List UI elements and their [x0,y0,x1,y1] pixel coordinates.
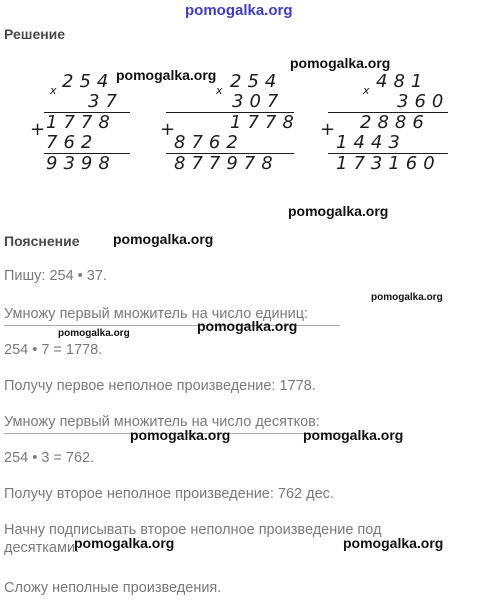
operand-2: 307 [232,91,285,112]
watermark: pomogalka.org [290,55,391,71]
solution-heading: Решение [4,26,66,42]
result: 173160 [336,153,441,174]
watermark: pomogalka.org [288,203,389,219]
times-sign: x [216,84,223,97]
watermark: pomogalka.org [371,292,443,303]
explanation-line: 254 • 3 = 762. [4,450,95,466]
explanation-line: Умножу первый множитель на число единиц: [4,306,309,322]
partial-product-2: 1443 [336,132,406,153]
partial-product-2: 8762 [174,132,244,153]
operand-1: 254 [62,71,115,92]
plus-sign: + [320,119,336,140]
watermark: pomogalka.org [197,318,298,334]
partial-product-1: 1778 [230,112,300,133]
operand-1: 254 [230,71,283,92]
watermark: pomogalka.org [74,535,175,551]
watermark: pomogalka.org [130,427,231,443]
operand-2: 360 [397,91,450,112]
operand-1: 481 [376,71,429,92]
result: 9398 [46,153,116,174]
watermark: pomogalka.org [58,328,130,339]
times-sign: x [50,84,57,97]
operand-2: 37 [88,91,123,112]
partial-product-2: 762 [46,132,99,153]
explanation-heading: Пояснение [4,233,80,249]
explanation-line: Пишу: 254 • 37. [4,268,107,284]
times-sign: x [363,84,370,97]
explanation-line: Сложу неполные произведения. [4,580,222,596]
watermark: pomogalka.org [303,427,404,443]
plus-sign: + [30,119,46,140]
watermark-top: pomogalka.org [185,2,293,19]
explanation-line: Умножу первый множитель на число десятков: [4,414,320,430]
plus-sign: + [160,119,176,140]
result: 877978 [174,153,279,174]
partial-product-1: 1778 [46,112,116,133]
partial-product-1: 2886 [360,112,430,133]
explanation-line: Получу первое неполное произведение: 1778. [4,378,316,394]
watermark: pomogalka.org [113,231,214,247]
watermark: pomogalka.org [343,535,444,551]
explanation-line: 254 • 7 = 1778. [4,342,103,358]
explanation-line: Начну подписывать второе неполное произведение под [4,522,382,538]
explanation-line: десятками. [4,540,80,556]
watermark: pomogalka.org [116,67,217,83]
explanation-line: Получу второе неполное произведение: 762 дес. [4,486,334,502]
